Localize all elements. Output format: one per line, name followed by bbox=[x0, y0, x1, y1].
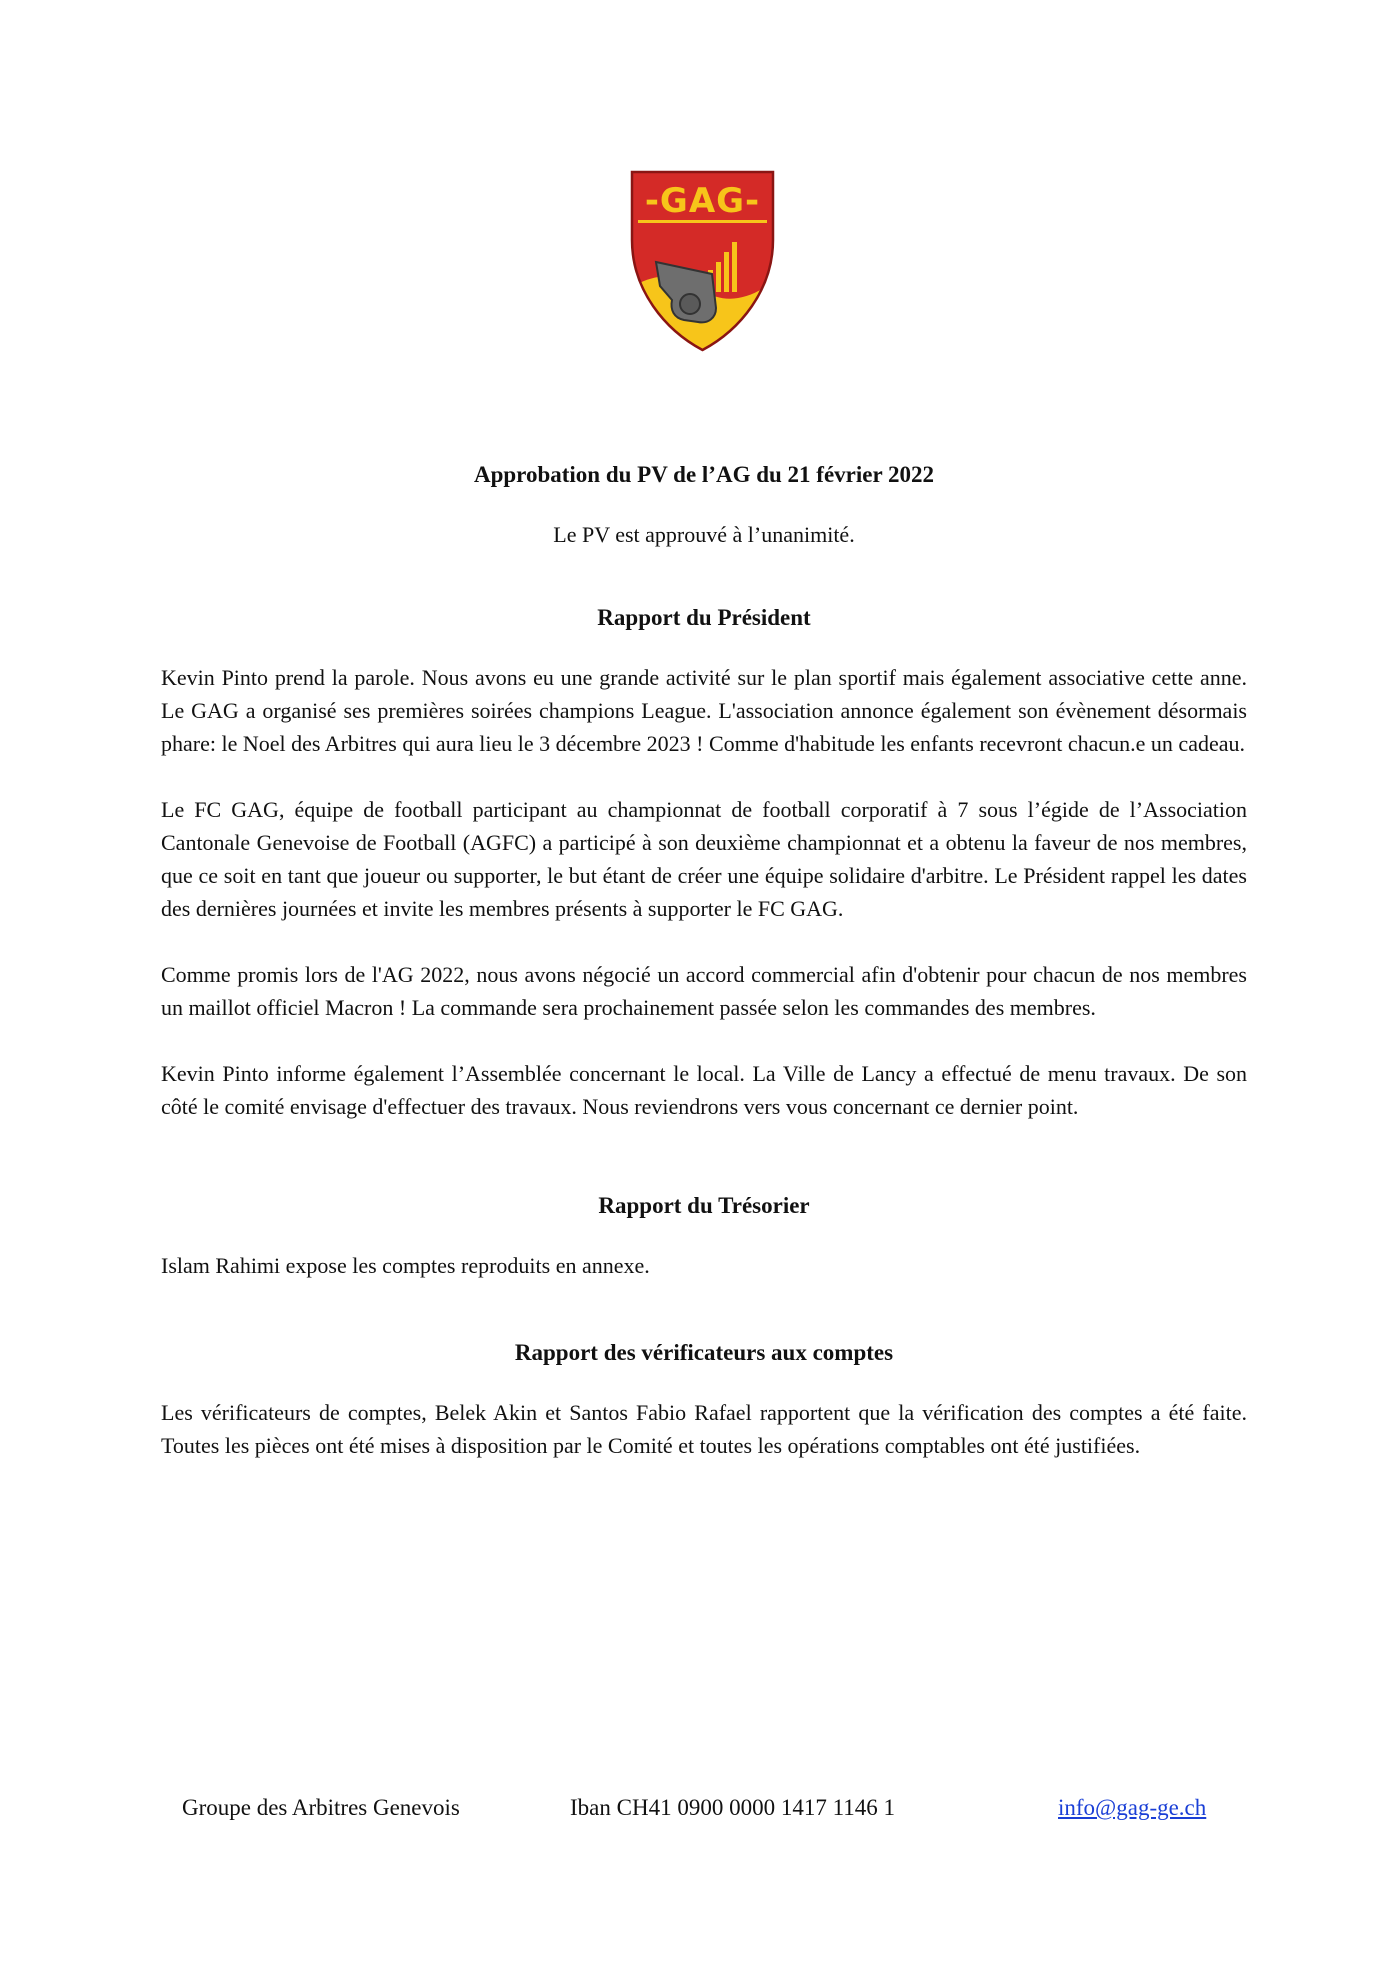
gag-logo bbox=[630, 170, 775, 352]
section-title-auditors: Rapport des vérificateurs aux comptes bbox=[514, 1340, 894, 1365]
section-title-pv: Approbation du PV de l’AG du 21 février 2022 bbox=[473, 462, 935, 487]
logo-text: -GAG- bbox=[644, 181, 761, 221]
footer-org: Groupe des Arbitres Genevois bbox=[182, 1795, 460, 1820]
footer-iban: Iban CH41 0900 0000 1417 1146 1 bbox=[570, 1795, 895, 1820]
pv-approval-text: Le PV est approuvé à l’unanimité. bbox=[553, 522, 855, 547]
auditors-paragraph: Les vérificateurs de comptes, Belek Akin et Santos Fabio Rafael rapportent que la vérification des comptes a été faite. Toutes les pièces ont été mises à disposition par le Comité et toutes les opérations comptables ont été justifiées. bbox=[161, 1400, 1247, 1458]
section-title-treasurer: Rapport du Trésorier bbox=[598, 1193, 810, 1218]
president-paragraph: Le FC GAG, équipe de football participant au championnat de football corporatif à 7 sous l’égide de l’Association Cantonale Genevoise de Football (AGFC) a participé à son deuxième championnat et a obtenu la faveur de nos membres, que ce soit en tant que joueur ou supporter, le but étant de créer une équipe solidaire d'arbitre. Le Président rappel les dates des dernières journées et invite les membres présents à supporter le FC GAG. bbox=[161, 797, 1247, 921]
president-paragraph: Comme promis lors de l'AG 2022, nous avons négocié un accord commercial afin d'obtenir pour chacun de nos membres un maillot officiel Macron ! La commande sera prochainement passée selon les commandes des membres. bbox=[161, 962, 1247, 1020]
section-title-president: Rapport du Président bbox=[597, 605, 811, 630]
president-paragraph: Kevin Pinto prend la parole. Nous avons eu une grande activité sur le plan sportif mais également associative cette anne. Le GAG a organisé ses premières soirées champions League. L'association annonce également son évènement désormais phare: le Noel des Arbitres qui aura lieu le 3 décembre 2023 ! Comme d'habitude les enfants recevront chacun.e un cadeau. bbox=[161, 665, 1247, 756]
footer-email-link[interactable]: info@gag-ge.ch bbox=[1058, 1795, 1207, 1820]
document-body bbox=[161, 460, 1247, 1462]
footer-email-container bbox=[1058, 1795, 1206, 1821]
president-paragraph: Kevin Pinto informe également l’Assemblée concernant le local. La Ville de Lancy a effectué de menu travaux. De son côté le comité envisage d'effectuer des travaux. Nous reviendrons vers vous concernant ce dernier point. bbox=[161, 1061, 1247, 1119]
treasurer-paragraph: Islam Rahimi expose les comptes reproduits en annexe. bbox=[161, 1253, 650, 1278]
